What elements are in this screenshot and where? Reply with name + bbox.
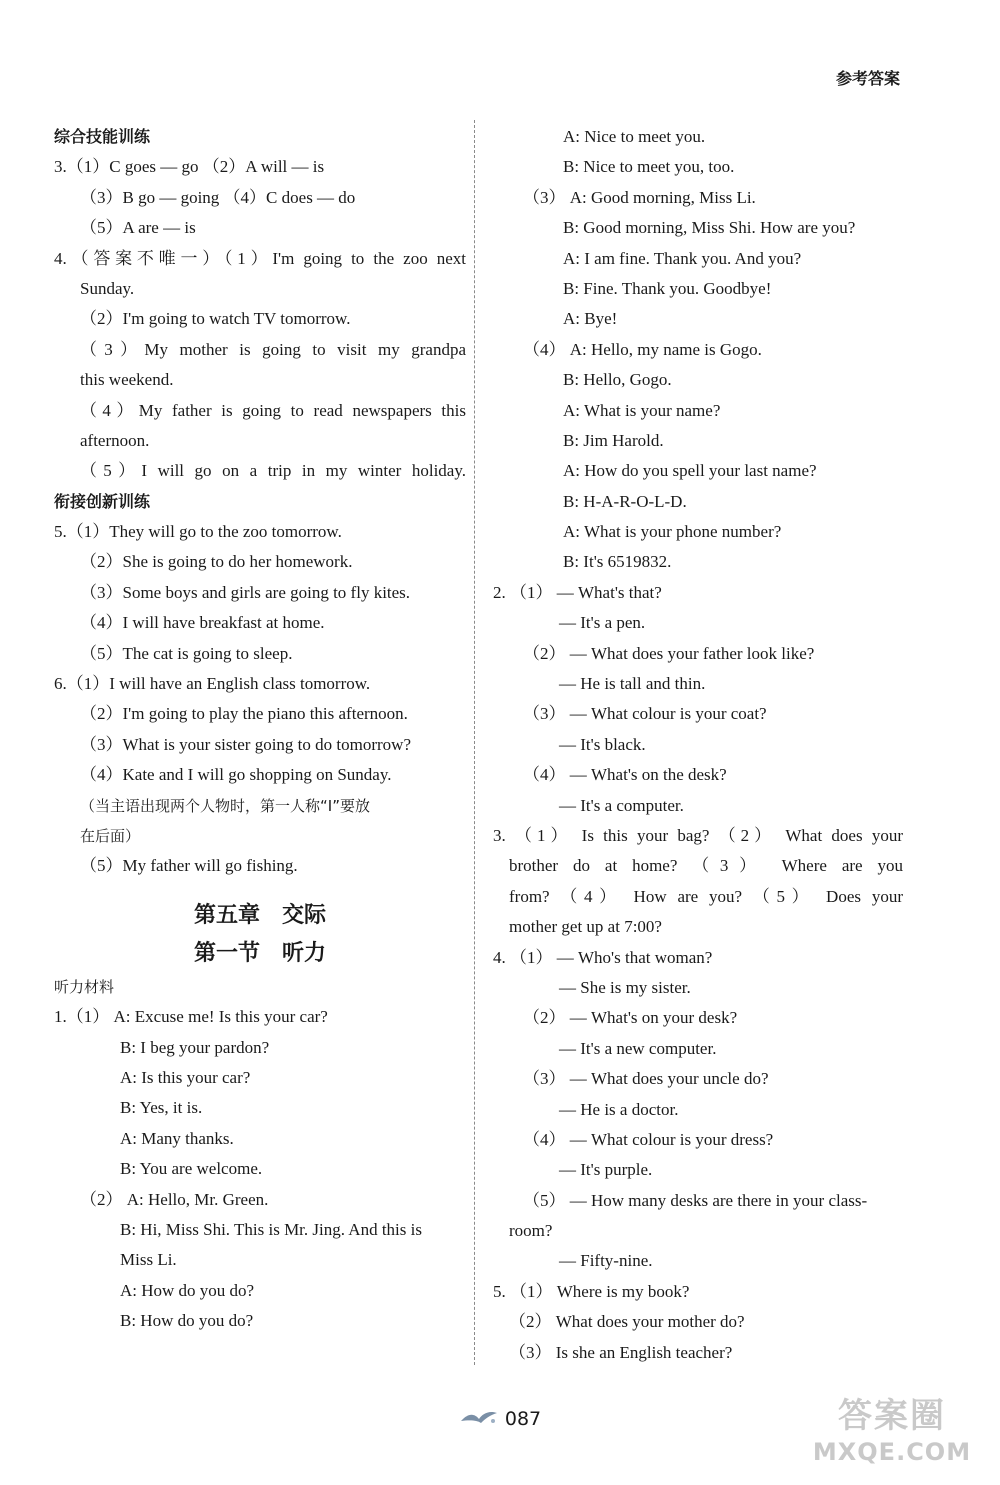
dialogue-line: B: You are welcome. bbox=[120, 1159, 263, 1179]
dialogue-line: A: Is this your car? bbox=[120, 1067, 251, 1087]
watermark-logo-text: 答案圈 bbox=[838, 1396, 946, 1436]
answer-line: 6.（1）I will have an English class tomorrow. bbox=[54, 674, 371, 694]
answer-line: — It's purple. bbox=[559, 1160, 653, 1180]
left-column bbox=[54, 122, 466, 1336]
dialogue-line: A: Nice to meet you. bbox=[563, 127, 706, 146]
answer-line: （5）A are — is bbox=[80, 218, 196, 238]
answer-line: Sunday. bbox=[80, 278, 135, 298]
section-heading: 听力材料 bbox=[54, 977, 115, 996]
dialogue-line: A: How do you do? bbox=[120, 1280, 255, 1300]
answer-line: （3）Some boys and girls are going to fly kites. bbox=[80, 582, 411, 602]
answer-line: （2） — What's on your desk? bbox=[523, 1008, 738, 1028]
page-footer bbox=[400, 1404, 600, 1434]
answer-line: mother get up at 7:00? bbox=[509, 917, 662, 937]
dialogue-line: A: What is your name? bbox=[563, 400, 721, 420]
answer-line: （5）The cat is going to sleep. bbox=[80, 643, 293, 663]
answer-line: — He is tall and thin. bbox=[559, 674, 706, 694]
chapter-title: 第五章 交际 bbox=[193, 901, 326, 928]
answer-note: （当主语出现两个人物时，第一人称“I”要放 bbox=[80, 796, 370, 815]
bird-ornament-icon bbox=[459, 1408, 499, 1431]
answer-line: 3.（1）C goes — go （2）A will — is bbox=[54, 157, 325, 177]
answer-line: （5） — How many desks are there in your class- bbox=[523, 1190, 868, 1210]
answer-line: （3） Is she an English teacher? bbox=[509, 1342, 733, 1362]
answer-line: — He is a doctor. bbox=[559, 1099, 679, 1119]
dialogue-line: B: How do you do? bbox=[120, 1311, 254, 1331]
answer-line: this weekend. bbox=[80, 370, 174, 390]
answer-line: 3. （1） Is this your bag? （2） What does your bbox=[493, 825, 903, 845]
answer-line: — It's black. bbox=[559, 734, 646, 754]
answer-line: — She is my sister. bbox=[559, 977, 691, 997]
answer-line: （3） — What does your uncle do? bbox=[523, 1069, 769, 1089]
dialogue-line: A: How do you spell your last name? bbox=[563, 461, 817, 481]
dialogue-line: B: Hello, Gogo. bbox=[563, 370, 672, 390]
section-heading: 综合技能训练 bbox=[54, 127, 151, 146]
dialogue-line: B: Yes, it is. bbox=[120, 1098, 203, 1118]
answer-line: 4. （1） — Who's that woman? bbox=[493, 947, 713, 967]
dialogue-line: B: Nice to meet you, too. bbox=[563, 157, 735, 177]
dialogue-line: A: Many thanks. bbox=[120, 1128, 234, 1148]
column-divider bbox=[474, 120, 475, 1365]
dialogue-line: A: Bye! bbox=[563, 309, 618, 329]
answer-line: （4）Kate and I will go shopping on Sunday. bbox=[80, 765, 392, 785]
answer-line: （2）I'm going to watch TV tomorrow. bbox=[80, 309, 351, 329]
dialogue-line: B: H-A-R-O-L-D. bbox=[563, 491, 687, 511]
answer-line: （2） — What does your father look like? bbox=[523, 643, 815, 663]
dialogue-line: B: It's 6519832. bbox=[563, 552, 672, 572]
answer-line: — It's a pen. bbox=[559, 613, 646, 633]
answer-line: （3）My mother is going to visit my grandpa bbox=[80, 339, 466, 359]
answer-line: from? （4） How are you? （5） Does your bbox=[509, 886, 903, 906]
answer-line: room? bbox=[509, 1221, 553, 1241]
section-heading: 衔接创新训练 bbox=[54, 491, 151, 511]
answer-line: 5. （1） Where is my book? bbox=[493, 1281, 690, 1301]
running-header: 参考答案 bbox=[835, 69, 900, 88]
dialogue-line: B: I beg your pardon? bbox=[120, 1037, 270, 1057]
answer-line: （3） — What colour is your coat? bbox=[523, 704, 767, 724]
answer-line: — Fifty-nine. bbox=[559, 1251, 653, 1271]
answer-line: （4） — What colour is your dress? bbox=[523, 1129, 774, 1149]
dialogue-line: Miss Li. bbox=[120, 1250, 177, 1270]
dialogue-line: B: Fine. Thank you. Goodbye! bbox=[563, 278, 772, 298]
dialogue-line: B: Good morning, Miss Shi. How are you? bbox=[563, 218, 856, 238]
answer-line: （4）I will have breakfast at home. bbox=[80, 613, 325, 633]
answer-line: （4） — What's on the desk? bbox=[523, 765, 727, 785]
section-title: 第一节 听力 bbox=[193, 939, 326, 966]
dialogue-line: （3） A: Good morning, Miss Li. bbox=[523, 187, 756, 207]
answer-line: （5）I will go on a trip in my winter holiday. bbox=[80, 461, 466, 481]
answer-line: brother do at home? （3） Where are you bbox=[509, 856, 903, 876]
dialogue-line: 1.（1） A: Excuse me! Is this your car? bbox=[54, 1007, 328, 1027]
dialogue-line: B: Hi, Miss Shi. This is Mr. Jing. And this is bbox=[120, 1219, 422, 1239]
watermark-domain: MXQE.COM bbox=[812, 1438, 972, 1466]
dialogue-line: B: Jim Harold. bbox=[563, 430, 664, 450]
answer-line: — It's a new computer. bbox=[559, 1038, 717, 1058]
answer-line: （2）I'm going to play the piano this afternoon. bbox=[80, 704, 408, 724]
site-watermark bbox=[802, 1395, 982, 1475]
answer-line: 2. （1） — What's that? bbox=[493, 582, 662, 602]
dialogue-line: A: What is your phone number? bbox=[563, 522, 782, 542]
dialogue-line: （4） A: Hello, my name is Gogo. bbox=[523, 339, 762, 359]
answer-line: — It's a computer. bbox=[559, 795, 684, 815]
answer-line: （2）She is going to do her homework. bbox=[80, 552, 353, 572]
answer-line: （4）My father is going to read newspapers this bbox=[80, 400, 466, 420]
answer-note: 在后面） bbox=[80, 826, 141, 845]
answer-line: （3）B go — going （4）C does — do bbox=[80, 187, 356, 207]
answer-line: （3）What is your sister going to do tomorrow? bbox=[80, 734, 411, 754]
dialogue-line: （2） A: Hello, Mr. Green. bbox=[80, 1189, 269, 1209]
answer-line: afternoon. bbox=[80, 430, 150, 450]
dialogue-line: A: I am fine. Thank you. And you? bbox=[563, 248, 802, 268]
answer-line: （5）My father will go fishing. bbox=[80, 856, 298, 876]
answer-line: 5.（1）They will go to the zoo tomorrow. bbox=[54, 522, 342, 542]
right-column bbox=[493, 122, 903, 1368]
answer-line: 4.（答案不唯一）（1）I'm going to the zoo next bbox=[54, 248, 466, 268]
page-number: 087 bbox=[504, 1408, 542, 1430]
answer-line: （2） What does your mother do? bbox=[509, 1312, 745, 1332]
